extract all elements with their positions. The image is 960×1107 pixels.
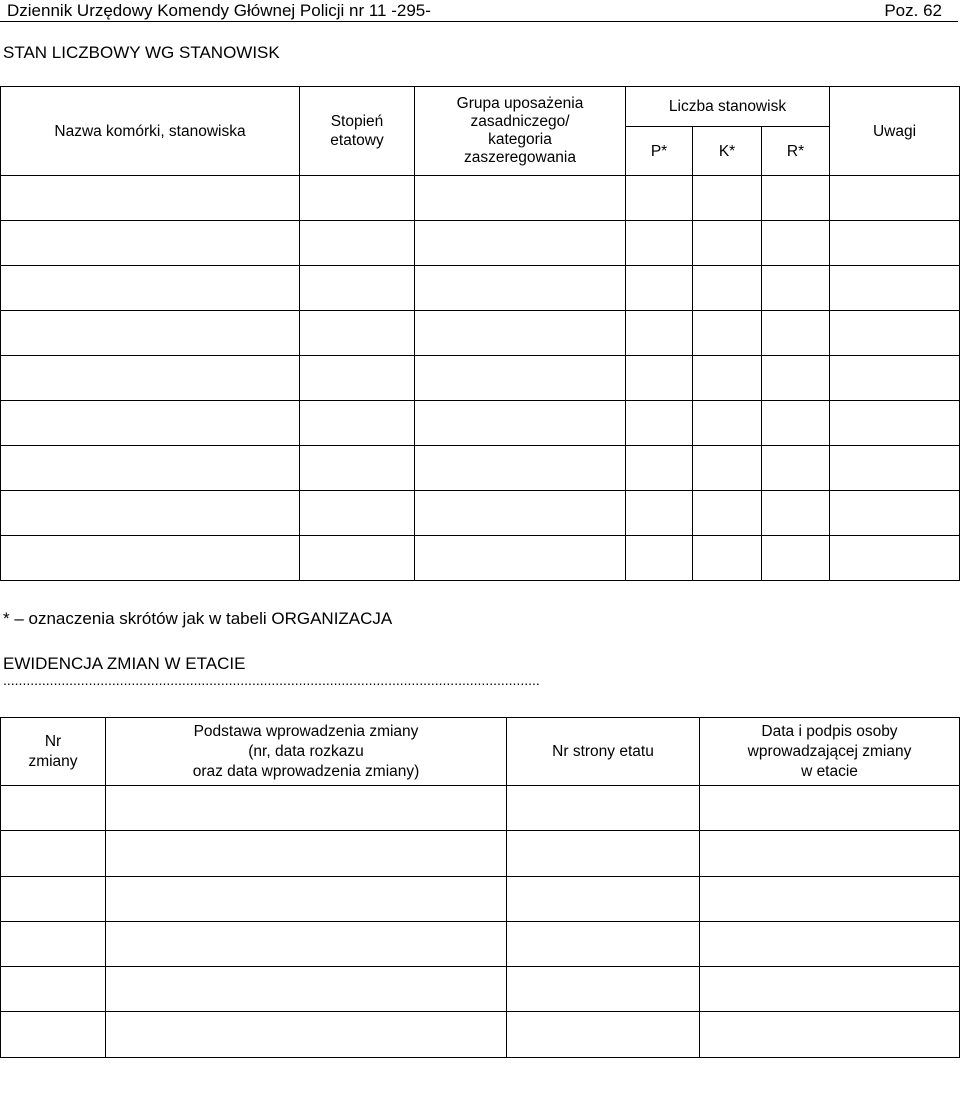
cell[interactable]: [1, 922, 106, 967]
cell[interactable]: [1, 1012, 106, 1058]
cell[interactable]: [830, 311, 960, 356]
position-number: Poz. 62: [884, 1, 942, 20]
header-data-podpis: Data i podpis osoby wprowadzającej zmiany w etacie: [700, 718, 960, 786]
cell[interactable]: [300, 311, 415, 356]
header-liczba: Liczba stanowisk: [626, 87, 830, 127]
table-row: [1, 1012, 960, 1058]
cell[interactable]: [693, 536, 762, 581]
cell[interactable]: [762, 311, 830, 356]
table-row: [1, 176, 960, 221]
cell[interactable]: [762, 401, 830, 446]
table-row: [1, 922, 960, 967]
cell[interactable]: [830, 356, 960, 401]
cell[interactable]: [507, 877, 700, 922]
table-row: [1, 446, 960, 491]
header-r: R*: [762, 127, 830, 176]
table-row: [1, 967, 960, 1012]
cell[interactable]: [415, 311, 626, 356]
cell[interactable]: [106, 922, 507, 967]
cell[interactable]: [1, 831, 106, 877]
cell[interactable]: [507, 922, 700, 967]
cell[interactable]: [507, 786, 700, 831]
cell[interactable]: [300, 176, 415, 221]
cell[interactable]: [700, 1012, 960, 1058]
cell[interactable]: [1, 356, 300, 401]
cell[interactable]: [1, 266, 300, 311]
cell[interactable]: [626, 221, 693, 266]
cell[interactable]: [1, 491, 300, 536]
cell[interactable]: [830, 221, 960, 266]
cell[interactable]: [762, 446, 830, 491]
cell[interactable]: [830, 176, 960, 221]
cell[interactable]: [415, 266, 626, 311]
cell[interactable]: [106, 786, 507, 831]
cell[interactable]: [415, 491, 626, 536]
cell[interactable]: [830, 536, 960, 581]
cell[interactable]: [693, 401, 762, 446]
cell[interactable]: [830, 266, 960, 311]
cell[interactable]: [106, 1012, 507, 1058]
section-title-stan: STAN LICZBOWY WG STANOWISK: [3, 43, 280, 62]
cell[interactable]: [626, 491, 693, 536]
cell[interactable]: [1, 446, 300, 491]
ewidencja-zmian-table: [0, 717, 960, 1058]
cell[interactable]: [700, 786, 960, 831]
cell[interactable]: [700, 922, 960, 967]
cell[interactable]: [693, 311, 762, 356]
cell[interactable]: [300, 266, 415, 311]
page-header: [0, 0, 958, 22]
cell[interactable]: [626, 266, 693, 311]
stan-liczbowy-table: [0, 86, 960, 581]
cell[interactable]: [1, 401, 300, 446]
cell[interactable]: [626, 536, 693, 581]
cell[interactable]: [300, 221, 415, 266]
table-row: [1, 536, 960, 581]
cell[interactable]: [762, 491, 830, 536]
section-title-ewidencja: EWIDENCJA ZMIAN W ETACIE: [3, 654, 246, 673]
cell[interactable]: [300, 536, 415, 581]
cell[interactable]: [693, 446, 762, 491]
header-stopien: Stopień etatowy: [300, 87, 415, 176]
cell[interactable]: [1, 877, 106, 922]
cell[interactable]: [830, 401, 960, 446]
cell[interactable]: [507, 831, 700, 877]
header-podstawa: Podstawa wprowadzenia zmiany (nr, data rozkazu oraz data wprowadzenia zmiany): [106, 718, 507, 786]
cell[interactable]: [700, 877, 960, 922]
header-nr-strony: Nr strony etatu: [507, 718, 700, 786]
cell[interactable]: [415, 221, 626, 266]
header-k: K*: [693, 127, 762, 176]
cell[interactable]: [300, 446, 415, 491]
table-row: [1, 311, 960, 356]
cell[interactable]: [693, 176, 762, 221]
table-row: [1, 221, 960, 266]
cell[interactable]: [1, 786, 106, 831]
cell[interactable]: [106, 831, 507, 877]
cell[interactable]: [1, 221, 300, 266]
cell[interactable]: [700, 967, 960, 1012]
cell[interactable]: [762, 221, 830, 266]
header-uwagi: Uwagi: [830, 87, 960, 176]
cell[interactable]: [507, 967, 700, 1012]
cell[interactable]: [507, 1012, 700, 1058]
header-nazwa: Nazwa komórki, stanowiska: [1, 87, 300, 176]
cell[interactable]: [1, 536, 300, 581]
cell[interactable]: [762, 176, 830, 221]
dotted-line: ..........................................................................................................................................: [3, 672, 540, 688]
cell[interactable]: [762, 356, 830, 401]
cell[interactable]: [415, 536, 626, 581]
cell[interactable]: [693, 221, 762, 266]
cell[interactable]: [1, 176, 300, 221]
header-nr-zmiany: Nr zmiany: [1, 718, 106, 786]
cell[interactable]: [1, 967, 106, 1012]
cell[interactable]: [415, 176, 626, 221]
cell[interactable]: [300, 401, 415, 446]
journal-title: Dziennik Urzędowy Komendy Głównej Policji nr 11 -295-: [7, 1, 431, 20]
table-row: [1, 491, 960, 536]
table-row: [1, 831, 960, 877]
cell[interactable]: [300, 491, 415, 536]
table-row: [1, 266, 960, 311]
cell[interactable]: [626, 401, 693, 446]
cell[interactable]: [626, 176, 693, 221]
cell[interactable]: [106, 877, 507, 922]
cell[interactable]: [626, 311, 693, 356]
cell[interactable]: [693, 356, 762, 401]
cell[interactable]: [693, 491, 762, 536]
header-p: P*: [626, 127, 693, 176]
cell[interactable]: [830, 446, 960, 491]
cell[interactable]: [762, 536, 830, 581]
cell[interactable]: [700, 831, 960, 877]
cell[interactable]: [762, 266, 830, 311]
table-row: [1, 356, 960, 401]
footnote-legend: * – oznaczenia skrótów jak w tabeli ORGANIZACJA: [3, 609, 393, 628]
cell[interactable]: [300, 356, 415, 401]
cell[interactable]: [106, 967, 507, 1012]
cell[interactable]: [1, 311, 300, 356]
cell[interactable]: [415, 401, 626, 446]
cell[interactable]: [830, 491, 960, 536]
table-row: [1, 786, 960, 831]
table-row: [1, 401, 960, 446]
cell[interactable]: [626, 356, 693, 401]
header-grupa: Grupa uposażenia zasadniczego/ kategoria zaszeregowania: [415, 87, 626, 176]
cell[interactable]: [693, 266, 762, 311]
cell[interactable]: [626, 446, 693, 491]
cell[interactable]: [415, 356, 626, 401]
table-row: [1, 877, 960, 922]
cell[interactable]: [415, 446, 626, 491]
